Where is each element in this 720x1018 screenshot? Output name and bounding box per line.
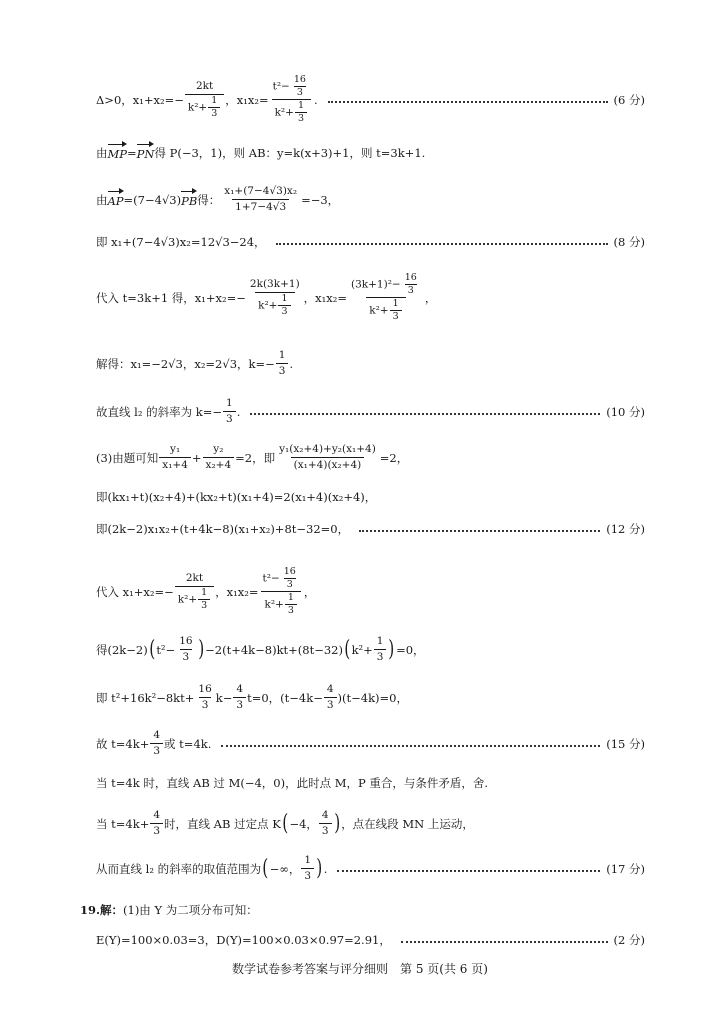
fraction-1-3 — [374, 634, 387, 665]
score-10: (10 分) — [606, 404, 645, 419]
inner-fraction — [198, 587, 210, 612]
numerator: 4 — [321, 809, 329, 821]
right-paren: ) — [388, 636, 395, 662]
solution-line-factor — [96, 682, 645, 713]
fraction-y2 — [203, 442, 235, 473]
fraction-4-3 — [324, 682, 337, 713]
numerator: 2k(3k+1) — [249, 278, 300, 290]
inner-fraction — [285, 592, 297, 617]
denominator: 3 — [319, 823, 332, 839]
text-segment: ，点在线段 MN 上运动， — [341, 816, 474, 831]
numerator: x₁+(7−4√3)x₂ — [224, 185, 298, 197]
fraction-combined — [276, 442, 379, 473]
numerator: y₁(x₂+4)+y₂(x₁+4) — [279, 443, 376, 455]
numerator: 16 — [198, 683, 212, 695]
fraction-product — [260, 566, 303, 617]
fraction-product — [348, 272, 424, 323]
denominator: x₂+4 — [203, 457, 235, 473]
denominator: (x₁+4)(x₂+4) — [291, 457, 365, 473]
solution-line-derive — [96, 634, 645, 665]
text-segment: 从而直线 l₂ 的斜率的取值范围为 — [96, 861, 262, 876]
text-segment: 时，直线 AB 过定点 K — [164, 816, 281, 831]
text-segment: 故 t=4k+ — [96, 736, 150, 751]
fraction-sum — [247, 277, 303, 318]
text-segment: k²+ — [351, 642, 373, 657]
dot-leader — [337, 870, 600, 872]
text-segment: 得： — [197, 192, 221, 207]
denominator: 3 — [285, 604, 297, 617]
denominator: 3 — [180, 649, 193, 665]
inner-fraction — [281, 566, 299, 591]
denominator: 3 — [233, 697, 246, 713]
dot-leader — [276, 243, 608, 245]
text-segment: (3)由题可知 — [96, 450, 159, 465]
fraction-16-3 — [195, 682, 214, 713]
text-segment: =(7−4√3) — [123, 192, 182, 207]
solution-line-mp — [96, 144, 645, 161]
denominator: 3 — [324, 697, 337, 713]
solution-line-15 — [96, 728, 645, 759]
numerator: 2kt — [185, 572, 204, 584]
numerator: y₂ — [213, 443, 224, 455]
numerator: 4 — [236, 683, 244, 695]
numerator: 1 — [281, 293, 288, 304]
solution-line-case2 — [96, 808, 645, 839]
solution-line-8 — [96, 234, 645, 250]
text-segment: =−3， — [301, 192, 340, 207]
text-segment: . — [313, 92, 318, 107]
fraction-k — [223, 396, 236, 427]
numerator: 1 — [201, 587, 208, 598]
den-text: k²+ — [187, 101, 208, 114]
text-segment: . — [289, 356, 294, 371]
fraction-sum — [175, 571, 214, 612]
solution-line-10 — [96, 396, 645, 427]
denominator: 3 — [276, 363, 289, 379]
text-segment: k− — [215, 690, 233, 705]
numerator: 4 — [326, 683, 334, 695]
solution-line-expectation — [96, 932, 645, 948]
fraction-4-3 — [150, 808, 163, 839]
numerator — [270, 74, 313, 99]
text-segment: 即 t²+16k²−8kt+ — [96, 690, 195, 705]
num-text: t²− — [272, 80, 290, 93]
text-segment: t=0，(t−4k− — [247, 690, 323, 705]
den-text: k²+ — [369, 304, 389, 317]
text-segment: (1)由 Y 为二项分布可知： — [123, 903, 258, 917]
inner-fraction — [208, 95, 220, 120]
denominator — [185, 94, 224, 120]
denominator — [175, 586, 214, 612]
text-segment: −∞， — [269, 861, 301, 876]
fraction-1-3 — [301, 853, 314, 884]
solution-line-kx — [96, 489, 645, 505]
denominator: 3 — [374, 649, 387, 665]
text-segment: = — [127, 145, 137, 160]
fraction-16-3 — [176, 634, 195, 665]
text-segment: 即(2k−2)x₁x₂+(t+4k−8)(x₁+x₂)+8t−32=0， — [96, 522, 350, 536]
denominator: 3 — [223, 411, 236, 427]
numerator: 4 — [153, 729, 161, 741]
denominator: 3 — [301, 868, 314, 884]
numerator: 2kt — [195, 80, 214, 92]
inner-fraction — [291, 74, 309, 99]
text-segment: . — [323, 861, 328, 876]
text-segment: 由 — [96, 145, 108, 160]
vector-pb: PB — [181, 191, 197, 208]
text-segment: 或 t=4k. — [164, 736, 212, 751]
score-2: (2 分) — [613, 933, 645, 947]
numerator: 1 — [297, 100, 304, 111]
denominator: 3 — [278, 305, 290, 318]
numerator — [348, 272, 424, 297]
dot-leader — [328, 101, 608, 103]
solution-line-17 — [96, 853, 645, 884]
text-segment: 当 t=4k+ — [96, 816, 150, 831]
text-segment: 得(2k−2) — [96, 642, 148, 657]
text-segment: =2，即 — [235, 450, 276, 465]
inner-fraction — [295, 100, 307, 125]
question-number: 19. — [80, 903, 101, 917]
text-segment: 解得：x₁=−2√3，x₂=2√3，k=− — [96, 356, 275, 371]
text-segment: ， — [303, 584, 316, 599]
fraction-4-3 — [233, 682, 246, 713]
text-segment: 由 — [96, 192, 108, 207]
numerator: 1 — [278, 349, 286, 361]
text-segment: =0， — [396, 642, 425, 657]
text-segment: 当 t=4k 时，直线 AB 过 M(−4，0)，此时点 M，P 重合，与条件矛盾，舍. — [96, 776, 489, 790]
denominator — [261, 591, 300, 617]
solution-line-delta — [96, 74, 645, 125]
solution-line-solve — [96, 348, 645, 379]
denominator: 3 — [150, 743, 163, 759]
right-paren: ) — [333, 810, 340, 836]
text-segment: −2(t+4k−8)kt+(8t−32) — [205, 642, 343, 657]
fraction-ap — [221, 184, 300, 215]
left-paren: ( — [149, 636, 156, 662]
num-text: (3k+1)²− — [351, 278, 401, 291]
numerator: 1 — [376, 635, 384, 647]
solution-line-12 — [96, 521, 645, 537]
vector-ap: AP — [108, 191, 124, 208]
numerator: 16 — [283, 566, 296, 577]
fraction-product — [270, 74, 313, 125]
vector-pn: PN — [137, 144, 155, 161]
den-text: k²+ — [258, 299, 278, 312]
text-segment: ， — [424, 290, 437, 305]
denominator: 1+7−4√3 — [232, 199, 289, 215]
text-segment: 即(kx₁+t)(x₂+4)+(kx₂+t)(x₁+4)=2(x₁+4)(x₂+4)， — [96, 490, 377, 504]
solution-line-ap — [96, 184, 645, 215]
dot-leader — [401, 941, 608, 943]
score-12: (12 分) — [606, 522, 645, 536]
numerator: 1 — [287, 592, 294, 603]
den-text: k²+ — [274, 106, 294, 119]
numerator — [260, 566, 303, 591]
text-segment: 故直线 l₂ 的斜率为 k=− — [96, 404, 222, 419]
denominator: 3 — [294, 86, 306, 99]
score-6: (6 分) — [613, 92, 645, 107]
left-paren: ( — [282, 810, 289, 836]
text-segment: 代入 x₁+x₂=− — [96, 584, 174, 599]
right-paren: ) — [316, 855, 323, 881]
text-segment: t²− — [156, 642, 176, 657]
dot-leader — [359, 530, 600, 532]
text-segment: )(t−4k)=0， — [337, 690, 408, 705]
solution-label: 解： — [100, 903, 124, 917]
denominator: x₁+4 — [159, 457, 191, 473]
text-segment: ，x₁x₂= — [215, 584, 259, 599]
text-segment: Δ>0，x₁+x₂=− — [96, 92, 184, 107]
fraction-y1 — [159, 442, 191, 473]
left-paren: ( — [344, 636, 351, 662]
score-17: (17 分) — [606, 861, 645, 876]
score-15: (15 分) — [606, 736, 645, 751]
denominator: 3 — [284, 578, 296, 591]
denominator: 3 — [198, 599, 210, 612]
text-segment: −4， — [289, 816, 318, 831]
text-segment: 得 P(−3，1)，则 AB：y=k(x+3)+1，则 t=3k+1. — [154, 145, 426, 160]
text-segment: . — [236, 404, 241, 419]
text-segment: + — [191, 450, 202, 465]
fraction-k — [276, 348, 289, 379]
inner-fraction — [278, 293, 290, 318]
denominator: 3 — [390, 310, 402, 323]
right-paren: ) — [197, 636, 204, 662]
solution-line-case1 — [96, 775, 645, 791]
denominator — [366, 297, 405, 323]
fraction-sum — [185, 79, 224, 120]
question-19-heading — [80, 902, 645, 918]
inner-fraction — [390, 298, 402, 323]
solution-line-part3 — [96, 442, 645, 473]
numerator: y₁ — [170, 443, 181, 455]
fraction-4-3 — [319, 808, 332, 839]
page-footer: 数学试卷参考答案与评分细则 第 5 页(共 6 页) — [232, 962, 488, 976]
numerator: 1 — [211, 95, 218, 106]
numerator: 16 — [404, 272, 417, 283]
left-paren: ( — [262, 855, 269, 881]
denominator: 3 — [405, 284, 417, 297]
denominator: 3 — [199, 697, 212, 713]
vector-mp: MP — [108, 144, 128, 161]
text-segment: 代入 t=3k+1 得，x₁+x₂=− — [96, 290, 246, 305]
inner-fraction — [402, 272, 420, 297]
text-segment: ，x₁x₂= — [225, 92, 269, 107]
numerator: 16 — [179, 635, 193, 647]
score-8: (8 分) — [613, 235, 645, 249]
denominator: 3 — [295, 112, 307, 125]
denominator — [255, 292, 294, 318]
denominator — [272, 99, 311, 125]
denominator: 3 — [208, 107, 220, 120]
text-segment: E(Y)=100×0.03=3，D(Y)=100×0.03×0.97=2.91， — [96, 933, 391, 947]
fraction-4-3 — [150, 728, 163, 759]
dot-leader — [250, 413, 600, 415]
num-text: t²− — [262, 572, 280, 585]
numerator: 1 — [304, 854, 312, 866]
text-segment: =2， — [379, 450, 409, 465]
text-segment: 即 x₁+(7−4√3)x₂=12√3−24， — [96, 235, 266, 249]
den-text: k²+ — [177, 593, 198, 606]
numerator: 4 — [153, 809, 161, 821]
numerator: 16 — [293, 74, 306, 85]
text-segment: ，x₁x₂= — [303, 290, 347, 305]
numerator: 1 — [226, 397, 233, 409]
denominator: 3 — [150, 823, 163, 839]
den-text: k²+ — [264, 598, 284, 611]
numerator: 1 — [392, 298, 399, 309]
dot-leader — [221, 745, 600, 747]
solution-line-sub1 — [96, 272, 645, 323]
solution-line-sub2 — [96, 566, 645, 617]
